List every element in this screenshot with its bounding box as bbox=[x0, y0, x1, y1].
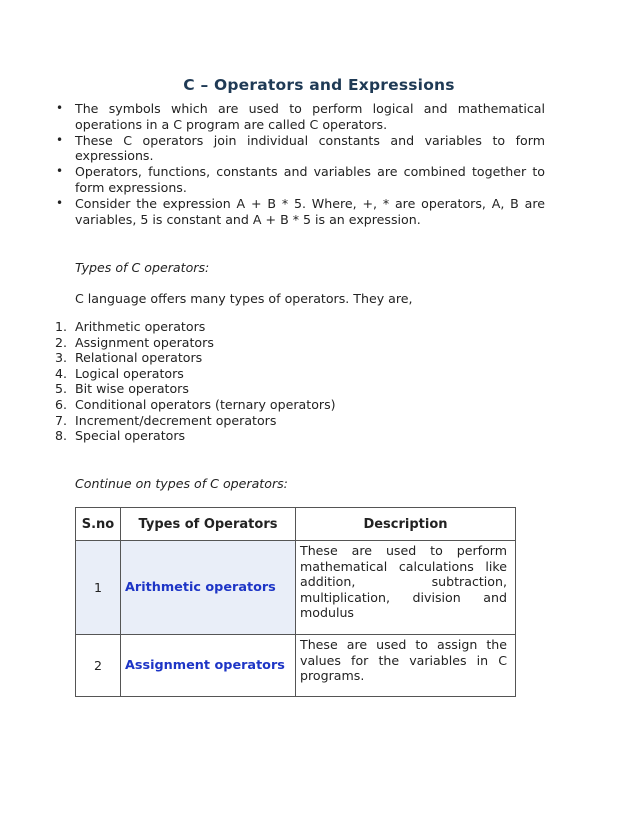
list-item bbox=[55, 365, 336, 382]
list-item bbox=[55, 319, 336, 335]
list-number: 2. bbox=[55, 334, 68, 350]
operators-table bbox=[75, 507, 516, 697]
bullet-item: • Operators, functions, constants and variables are combined together to form expressions. bbox=[75, 164, 545, 196]
column-header-type: Types of Operators bbox=[121, 508, 296, 541]
table-row bbox=[76, 635, 516, 697]
list-item bbox=[55, 381, 336, 397]
table-header-row bbox=[76, 508, 516, 541]
cell-sno: 1 bbox=[76, 541, 121, 635]
column-header-sno: S.no bbox=[76, 508, 121, 541]
list-label: Special operators bbox=[75, 428, 186, 444]
list-item bbox=[55, 412, 336, 429]
list-number: 4. bbox=[55, 365, 68, 381]
cell-operator-type: Assignment operators bbox=[121, 635, 296, 697]
list-number: 1. bbox=[55, 319, 68, 334]
list-label: Relational operators bbox=[75, 350, 203, 366]
list-item bbox=[55, 428, 336, 444]
list-label: Conditional operators (ternary operators) bbox=[75, 396, 336, 412]
list-number: 3. bbox=[55, 350, 68, 366]
list-number: 5. bbox=[55, 381, 68, 397]
list-item bbox=[55, 334, 336, 351]
list-item bbox=[55, 350, 336, 366]
list-label: Logical operators bbox=[75, 365, 184, 381]
list-item bbox=[55, 396, 336, 413]
operator-type-list bbox=[55, 319, 336, 444]
list-number: 7. bbox=[55, 412, 68, 428]
cell-sno: 2 bbox=[76, 635, 121, 697]
table-row bbox=[76, 541, 516, 635]
continue-heading: Continue on types of C operators: bbox=[75, 476, 288, 491]
list-label: Assignment operators bbox=[75, 334, 214, 350]
cell-operator-type: Arithmetic operators bbox=[121, 541, 296, 635]
page-title: C – Operators and Expressions bbox=[183, 76, 455, 94]
column-header-description: Description bbox=[296, 508, 516, 541]
list-number: 6. bbox=[55, 396, 68, 412]
types-intro: C language offers many types of operators. They are, bbox=[75, 291, 413, 306]
cell-description: These are used to perform mathematical calculations like addition, subtraction, multiplication, division and modulus bbox=[296, 541, 516, 635]
intro-bullet-list bbox=[75, 101, 545, 227]
list-label: Increment/decrement operators bbox=[75, 412, 277, 428]
types-heading: Types of C operators: bbox=[75, 260, 210, 275]
bullet-item: • The symbols which are used to perform logical and mathematical operations in a C program are called C operators. bbox=[75, 101, 545, 133]
list-label: Arithmetic operators bbox=[75, 319, 206, 334]
list-label: Bit wise operators bbox=[75, 381, 189, 397]
bullet-item: • These C operators join individual constants and variables to form expressions. bbox=[75, 133, 545, 165]
list-number: 8. bbox=[55, 428, 68, 444]
cell-description: These are used to assign the values for the variables in C programs. bbox=[296, 635, 516, 697]
bullet-item: • Consider the expression A + B * 5. Where, +, * are operators, A, B are variables, 5 is constant and A + B * 5 is an expression. bbox=[75, 196, 545, 228]
